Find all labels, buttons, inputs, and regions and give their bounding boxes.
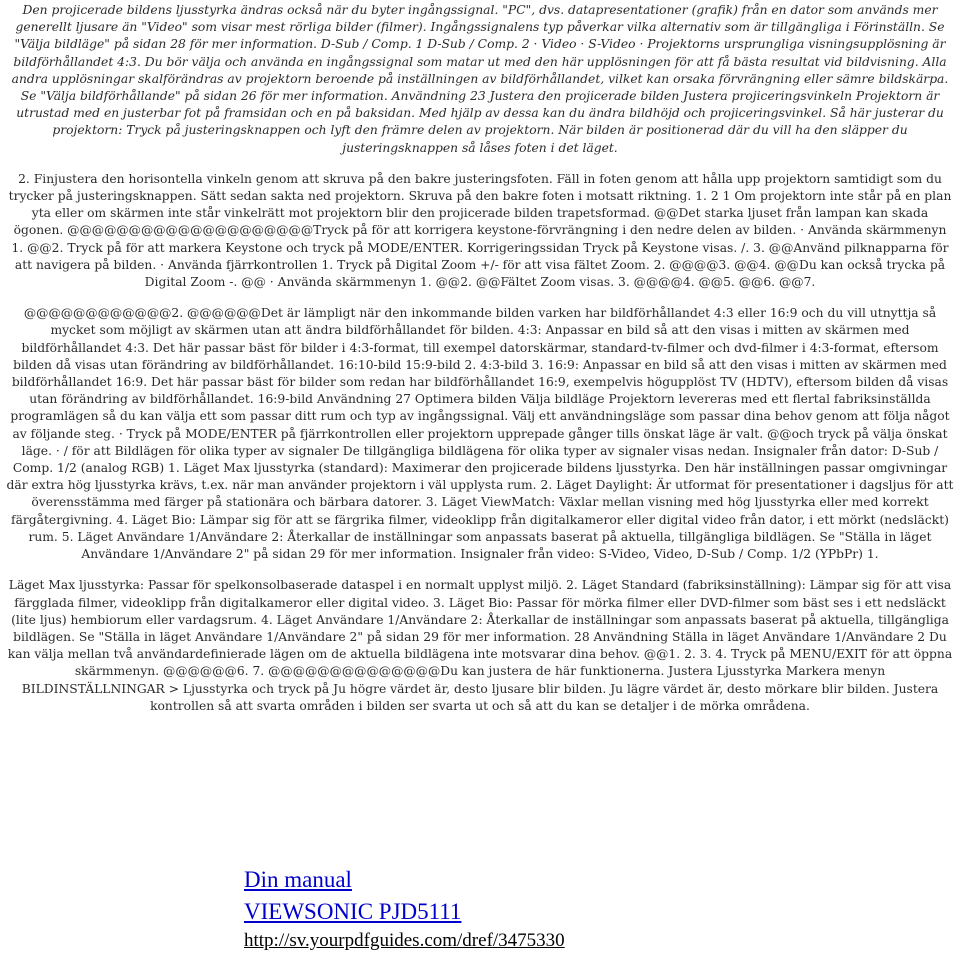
paragraph-video-modes-user: Läget Max ljusstyrka: Passar för spelkonsolbaserade dataspel i en normalt upplyst miljö. 2. Läget Standard (fabriksinställning): Lämpar sig för att visa färgglada filmer, videoklipp från digitalkameror eller digital video. 3. Läget Bio: Passar för mörka filmer eller DVD-filmer som bäst ses i ett nedsläckt (lite ljus) hembiorum eller vardagsrum. 4. Läget Användare 1/Användare 2: Återkallar de inställningar som anpassats baserat på aktuella, tillgängliga bildlägen. Se "Ställa in läget Användare 1/Användare 2" på sidan 29 för mer information. 28 Användning Ställa in läget Användare 1/Användare 2 Du kan välja mellan två användardefinierade lägen om de aktuella bildlägena inte motsvarar dina behov. @@1. 2. 3. 4. Tryck på MENU/EXIT för att öppna skärmmenyn. @@@@@@6. 7. @@@@@@@@@@@@@@Du kan justera de här funktionerna. Justera Ljusstyrka Markera menyn BILDINSTÄLLNINGAR > Ljusstyrka och tryck på Ju högre värdet är, desto ljusare blir bilden. Ju lägre värdet är, desto mörkare blir bilden. Justera kontrollen så att svarta områden i bilden ser svarta ut och så att du kan se detaljer i de mörka områdena. — [7, 578, 953, 713]
manual-title-link[interactable]: Din manual — [244, 867, 352, 892]
manual-link-block — [244, 864, 565, 954]
spacer — [6, 157, 954, 171]
spacer — [6, 563, 954, 577]
paragraph-keystone-zoom: 2. Finjustera den horisontella vinkeln genom att skruva på den bakre justeringsfoten. Fäll in foten genom att hålla upp projektorn samtidigt som du trycker på justeringsknappen. Sätt sedan sakta ned projektorn. Skruva på den bakre foten i motsatt riktning. 1. 2 1 Om projektorn inte står på en plan yta eller om skärmen inte står vinkelrätt mot projektorn blir den projicerade bilden trapetsformad. @@Det starka ljuset från lampan kan skada ögonen. @@@@@@@@@@@@@@@@@@@@Tryck på för att korrigera keystone-förvrängning i den nedre delen av bilden. · Använda skärmmenyn 1. @@2. Tryck på för att markera Keystone och tryck på MODE/ENTER. Korrigeringssidan Tryck på Keystone visas. /. 3. @@Använd pilknapparna för att navigera på bilden. · Använda fjärrkontrollen 1. Tryck på Digital Zoom +/- för att visa fältet Zoom. 2. @@@@3. @@4. @@Du kan också trycka på Digital Zoom -. @@ · Använda skärmmenyn 1. @@2. @@Fältet Zoom visas. 3. @@@@4. @@5. @@6. @@7. — [8, 171, 952, 290]
manual-url-link[interactable]: http://sv.yourpdfguides.com/dref/3475330 — [244, 930, 565, 951]
paragraph-image-brightness: Den projicerade bildens ljusstyrka ändras också när du byter ingångssignal. "PC", dvs. datapresentationer (grafik) från en dator som används mer generellt ljusare än "Video" som visar mest rörliga bilder (filmer). Ingångssignalens typ påverkar vilka alternativ som är tillgängliga i Förinställn. Se "Välja bildläge" på sidan 28 för mer information. D-Sub / Comp. 1 D-Sub / Comp. 2 · Video · S-Video · Projektorns ursprungliga visningsupplösning är bildförhållandet 4:3. Du bör välja och använda en ingångssignal som matar ut med den här upplösningen för att få bästa resultat vid bildvisning. Alla andra upplösningar skalförändras av projektorn beroende på inställningen av bildförhållandet, vilket kan orsaka förvrängning eller sämre bildskärpa. Se "Välja bildförhållande" på sidan 26 för mer information. Användning 23 Justera den projicerade bilden Justera projiceringsvinkeln Projektorn är utrustad med en justerbar fot på framsidan och en på baksidan. Med hjälp av dessa kan du ändra bildhöjd och projiceringsvinkel. Så här justerar du projektorn: Tryck på justeringsknappen och lyft den främre delen av projektorn. När bilden är positionerad där du vill ha den släpper du justeringsknappen så låses foten i det läget. — [11, 3, 949, 155]
document-body — [6, 2, 954, 715]
paragraph-aspect-picture-modes: @@@@@@@@@@@@2. @@@@@@Det är lämpligt när den inkommande bilden varken har bildförhållandet 4:3 eller 16:9 och du vill utnyttja så mycket som möjligt av skärmen utan att ändra bildförhållandet för bilden. 4:3: Anpassar en bild så att den visas i mitten av skärmen med bildförhållandet 4:3. Det här passar bäst för bilder i 4:3-format, till exempel datorskärmar, standard-tv-filmer och dvd-filmer i 4:3-format, eftersom bilden då visas utan förändring av bildförhållandet. 16:10-bild 15:9-bild 2. 4:3-bild 3. 16:9: Anpassar en bild så att den visas i mitten av skärmen med bildförhållandet 16:9. Det här passar bäst för bilder som redan har bildförhållandet 16:9, exempelvis högupplöst TV (HDTV), eftersom bilden då visas utan förändring av bildförhållandet. 16:9-bild Användning 27 Optimera bilden Välja bildläge Projektorn levereras med ett flertal fabriksinställda programlägen så du kan välja ett som passar ditt rum och typ av ingångssignal. Välj ett användningsläge som passar dina behov genom att följa något av följande steg. · Tryck på MODE/ENTER på fjärrkontrollen eller projektorn upprepade gånger tills önskat läge är valt. @@och tryck på välja önskat läge. · / för att Bildlägen för olika typer av signaler De tillgängliga bildlägena för olika typer av signaler visas nedan. Insignaler från dator: D-Sub / Comp. 1/2 (analog RGB) 1. Läget Max ljusstyrka (standard): Maximerar den projicerade bildens ljusstyrka. Den här inställningen passar omgivningar där extra hög ljusstyrka krävs, t.ex. när man använder projektorn i väl upplysta rum. 2. Läget Daylight: Är utformat för presentationer i dagsljus för att överensstämma med färger på stationära och bärbara datorer. 3. Läget ViewMatch: Växlar mellan visning med hög ljusstyrka eller med korrekt färgåtergivning. 4. Läget Bio: Lämpar sig för att se färgrika filmer, videoklipp från digitalkameror eller digital video från dator, i ett mörkt (nedsläckt) rum. 5. Läget Användare 1/Användare 2: Återkallar de inställningar som anpassats baserat på aktuella, tillgängliga bildlägen. Se "Ställa in läget Användare 1/Användare 2" på sidan 29 för mer information. Insignaler från video: S-Video, Video, D-Sub / Comp. 1/2 (YPbPr) 1. — [6, 306, 954, 562]
manual-model-link[interactable]: VIEWSONIC PJD5111 — [244, 899, 462, 924]
spacer — [6, 291, 954, 305]
